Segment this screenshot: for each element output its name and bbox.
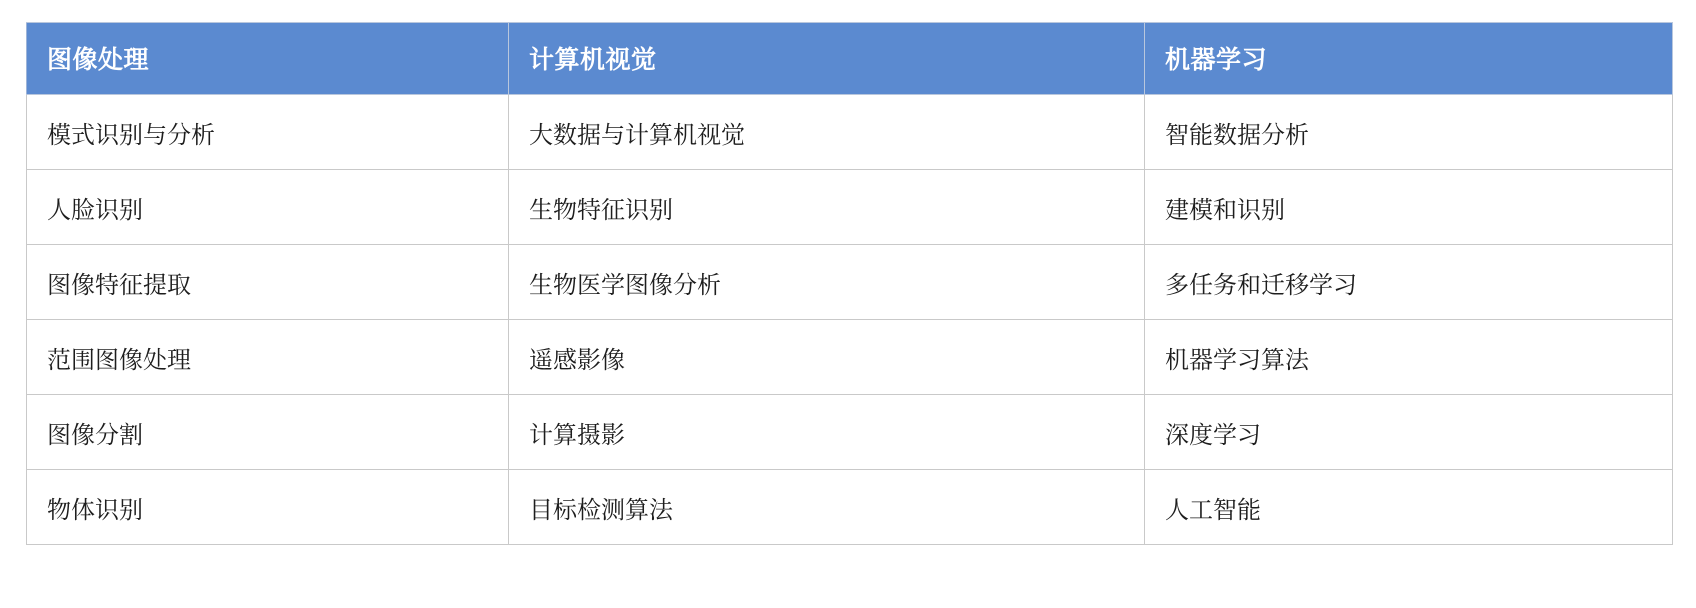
table-cell: 物体识别 <box>27 470 509 545</box>
column-header-computer-vision: 计算机视觉 <box>509 23 1145 95</box>
table-cell: 范围图像处理 <box>27 320 509 395</box>
table-header <box>27 23 1673 95</box>
table-cell: 图像特征提取 <box>27 245 509 320</box>
table-cell: 大数据与计算机视觉 <box>509 95 1145 170</box>
topics-table <box>26 22 1673 545</box>
table-body <box>27 95 1673 545</box>
table-cell: 遥感影像 <box>509 320 1145 395</box>
table-cell: 生物特征识别 <box>509 170 1145 245</box>
table-cell: 建模和识别 <box>1145 170 1673 245</box>
table-row <box>27 320 1673 395</box>
column-header-machine-learning: 机器学习 <box>1145 23 1673 95</box>
table-cell: 多任务和迁移学习 <box>1145 245 1673 320</box>
table-cell: 目标检测算法 <box>509 470 1145 545</box>
column-header-image-processing: 图像处理 <box>27 23 509 95</box>
table-cell: 机器学习算法 <box>1145 320 1673 395</box>
table-row <box>27 95 1673 170</box>
table-cell: 人工智能 <box>1145 470 1673 545</box>
table-row <box>27 245 1673 320</box>
table-cell: 计算摄影 <box>509 395 1145 470</box>
table-row <box>27 395 1673 470</box>
table-cell: 图像分割 <box>27 395 509 470</box>
table-header-row <box>27 23 1673 95</box>
table-row <box>27 470 1673 545</box>
table-cell: 生物医学图像分析 <box>509 245 1145 320</box>
table-row <box>27 170 1673 245</box>
table-cell: 智能数据分析 <box>1145 95 1673 170</box>
table-cell: 深度学习 <box>1145 395 1673 470</box>
table-cell: 模式识别与分析 <box>27 95 509 170</box>
table-cell: 人脸识别 <box>27 170 509 245</box>
